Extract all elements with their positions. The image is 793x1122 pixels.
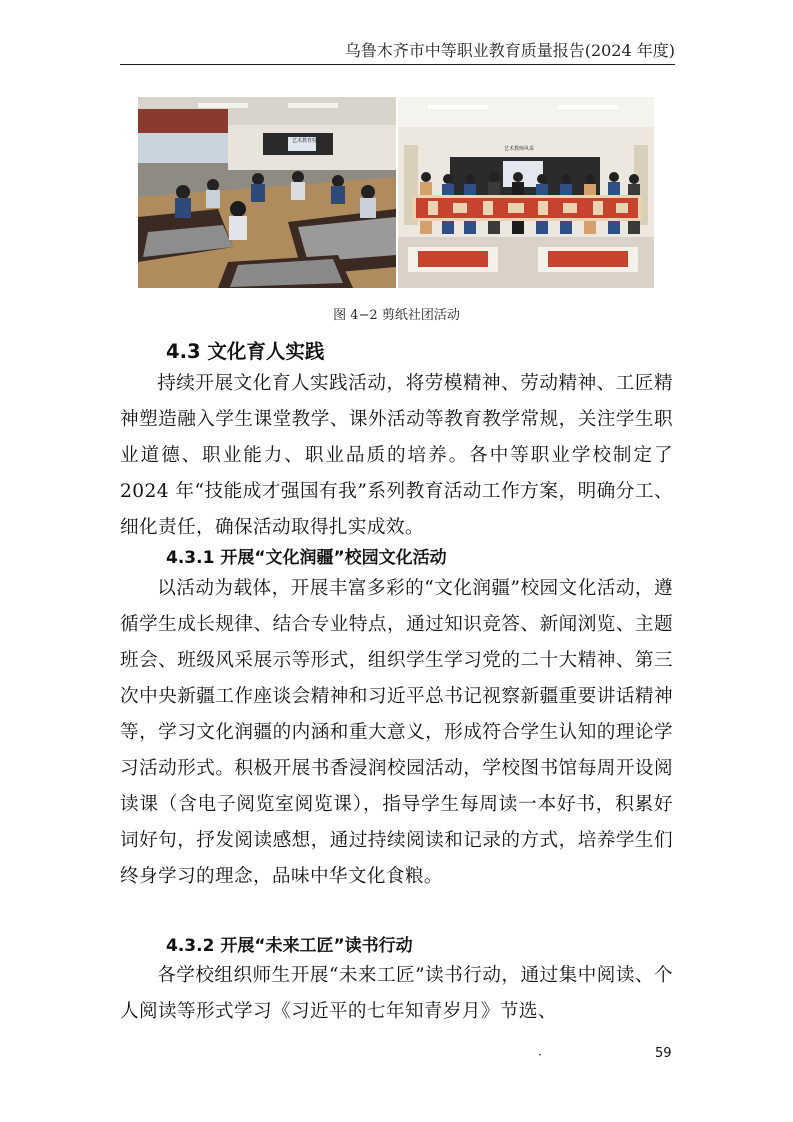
left-photo-banner: 艺术教育特色 xyxy=(292,138,323,144)
subsection2-paragraph: 各学校组织师生开展“未来工匠”读书行动，通过集中阅读、个人阅读等形式学习《习近平的七年知青岁月》节选、 xyxy=(120,965,673,1022)
section-heading: 4.3 文化育人实践 xyxy=(166,340,325,363)
page-header xyxy=(120,30,675,65)
subsection1-heading: 4.3.1 开展“文化润疆”校园文化活动 xyxy=(166,548,447,568)
subsection1-paragraph: 以活动为载体，开展丰富多彩的“文化润疆”校园文化活动，遵循学生成长规律、结合专业特点，通过知识竞答、新闻浏览、主题班会、班级风采展示等形式，组织学生学习党的二十大精神、第三次中央新疆工作座谈会精神和习近平总书记视察新疆重要讲话精神等，学习文化润疆的内涵和重大意义，形成符合学生认知的理论学习活动形式。积极开展书香浸润校园活动，学校图书馆每周开设阅读课（含电子阅览室阅览课），指导学生每周读一本好书，积累好词好句，抒发阅读感想，通过持续阅读和记录的方式，培养学生们终身学习的理念，品味中华文化食粮。 xyxy=(120,578,673,887)
photo-group-scroll xyxy=(398,97,654,288)
page-number: 59 xyxy=(655,1046,672,1061)
group-photo-illustration xyxy=(398,97,654,288)
figure-caption: 图 4−2 剪纸社团活动 xyxy=(333,308,460,323)
header-title: 乌鲁木齐市中等职业教育质量报告(2024 年度) xyxy=(344,41,675,60)
footer-dot: · xyxy=(538,1048,542,1062)
photo-classroom xyxy=(138,97,396,288)
section-intro-paragraph: 持续开展文化育人实践活动，将劳模精神、劳动精神、工匠精神塑造融入学生课堂教学、课外活动等教育教学常规，关注学生职业道德、职业能力、职业品质的培养。各中等职业学校制定了 2024 年“技能成才强国有我”系列教育活动工作方案，明确分工、细化责任，确保活动取得扎实成效。 xyxy=(120,373,673,538)
subsection2-heading: 4.3.2 开展“未来工匠”读书行动 xyxy=(166,936,413,956)
classroom-photo-illustration xyxy=(138,97,396,288)
right-photo-banner: 艺术教师风采 xyxy=(504,146,535,152)
